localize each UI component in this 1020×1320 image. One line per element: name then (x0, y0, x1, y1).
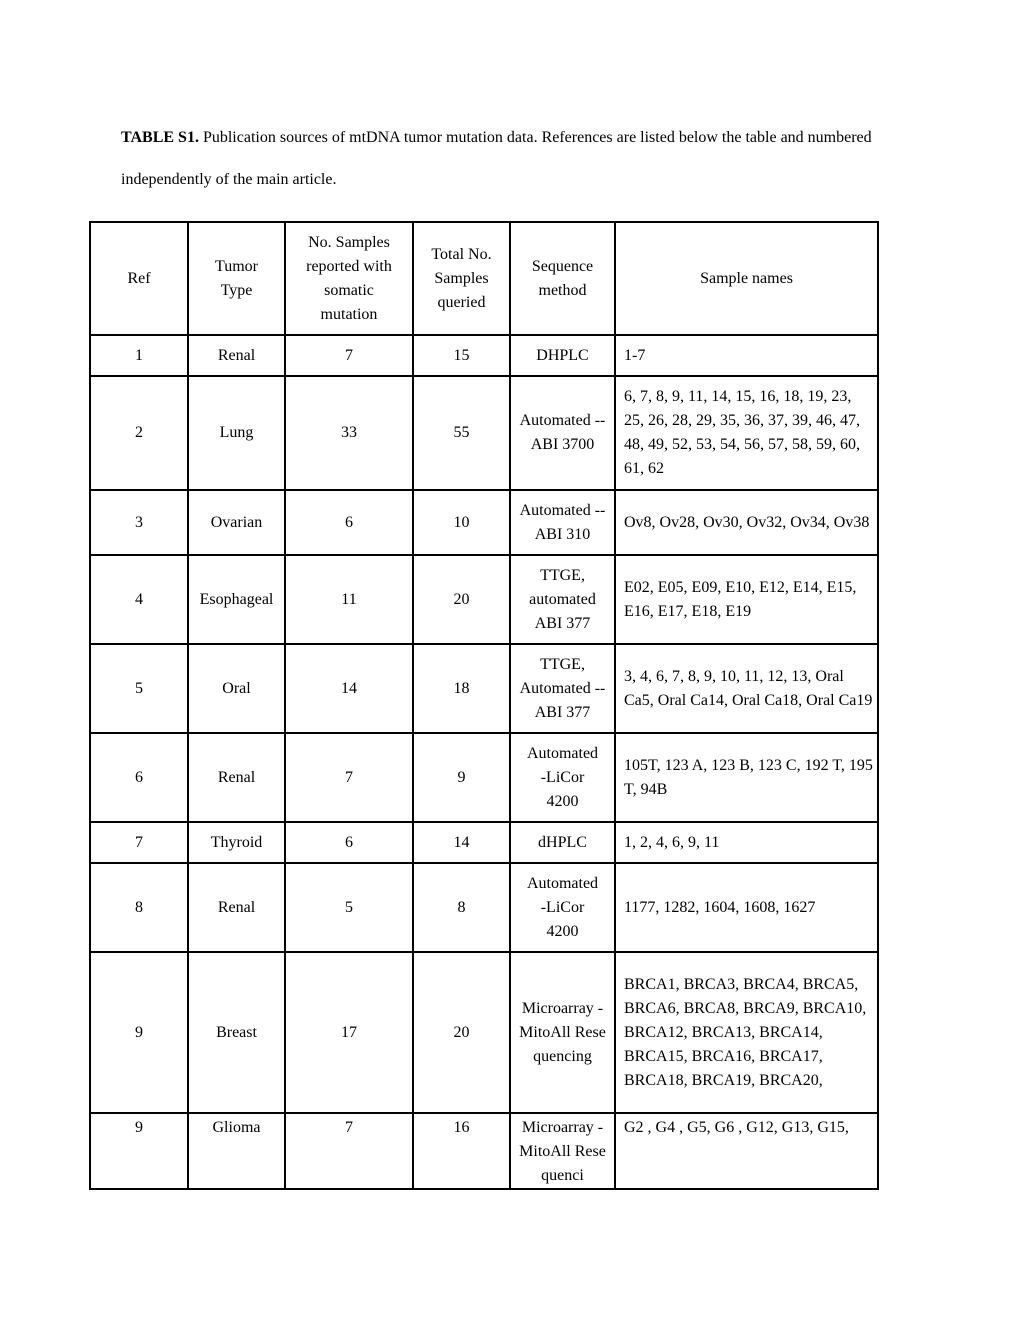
cell-tumor: Ovarian (188, 490, 285, 555)
cell-sample-names: 105T, 123 A, 123 B, 123 C, 192 T, 195 T, 94B (615, 733, 878, 822)
cell-method: TTGE, Automated --ABI 377 (510, 644, 615, 733)
table-row (90, 644, 878, 733)
cell-method: Microarray -MitoAll Resequenci (510, 1113, 615, 1189)
table-row (90, 733, 878, 822)
header-ref: Ref (90, 222, 188, 335)
cell-method: TTGE, automated ABI 377 (510, 555, 615, 644)
cell-sample-names: BRCA1, BRCA3, BRCA4, BRCA5, BRCA6, BRCA8, BRCA9, BRCA10, BRCA12, BRCA13, BRCA14, BRCA15, BRCA16, BRCA17, BRCA18, BRCA19, BRCA20, (615, 952, 878, 1113)
table-caption (121, 117, 901, 201)
header-total-samples: Total No. Samples queried (413, 222, 510, 335)
cell-mutated: 17 (285, 952, 413, 1113)
cell-ref: 1 (90, 335, 188, 376)
table-row (90, 376, 878, 490)
cell-total: 14 (413, 822, 510, 863)
cell-total: 10 (413, 490, 510, 555)
cell-tumor: Thyroid (188, 822, 285, 863)
cell-method: DHPLC (510, 335, 615, 376)
cell-tumor: Renal (188, 863, 285, 952)
table-row (90, 335, 878, 376)
header-sample-names: Sample names (615, 222, 878, 335)
cell-mutated: 6 (285, 490, 413, 555)
cell-total: 18 (413, 644, 510, 733)
cell-ref: 8 (90, 863, 188, 952)
cell-sample-names: 1177, 1282, 1604, 1608, 1627 (615, 863, 878, 952)
table-row (90, 490, 878, 555)
cell-sample-names: G2 , G4 , G5, G6 , G12, G13, G15, (615, 1113, 878, 1189)
cell-total: 20 (413, 555, 510, 644)
cell-sample-names: E02, E05, E09, E10, E12, E14, E15, E16, E17, E18, E19 (615, 555, 878, 644)
cell-total: 20 (413, 952, 510, 1113)
cell-sample-names: 1-7 (615, 335, 878, 376)
cell-ref: 5 (90, 644, 188, 733)
cell-ref: 6 (90, 733, 188, 822)
cell-ref: 3 (90, 490, 188, 555)
caption-text: Publication sources of mtDNA tumor mutation data. References are listed below the table and numbered independently of the main article. (121, 129, 872, 188)
header-tumor-type: Tumor Type (188, 222, 285, 335)
cell-mutated: 7 (285, 733, 413, 822)
cell-tumor: Oral (188, 644, 285, 733)
cell-ref: 2 (90, 376, 188, 490)
cell-tumor: Esophageal (188, 555, 285, 644)
cell-tumor: Lung (188, 376, 285, 490)
cell-mutated: 5 (285, 863, 413, 952)
cell-mutated: 6 (285, 822, 413, 863)
cell-tumor: Renal (188, 733, 285, 822)
cell-total: 8 (413, 863, 510, 952)
cell-method: Automated -LiCor 4200 (510, 733, 615, 822)
cell-mutated: 7 (285, 1113, 413, 1189)
cell-sample-names: 3, 4, 6, 7, 8, 9, 10, 11, 12, 13, Oral Ca5, Oral Ca14, Oral Ca18, Oral Ca19 (615, 644, 878, 733)
table-row (90, 555, 878, 644)
cell-tumor: Breast (188, 952, 285, 1113)
header-no-samples: No. Samples reported with somatic mutation (285, 222, 413, 335)
cell-sample-names: 6, 7, 8, 9, 11, 14, 15, 16, 18, 19, 23, 25, 26, 28, 29, 35, 36, 37, 39, 46, 47, 48, 49, 52, 53, 54, 56, 57, 58, 59, 60, 61, 62 (615, 376, 878, 490)
cell-tumor: Glioma (188, 1113, 285, 1189)
cell-tumor: Renal (188, 335, 285, 376)
cell-mutated: 33 (285, 376, 413, 490)
cell-ref: 7 (90, 822, 188, 863)
cell-ref: 9 (90, 952, 188, 1113)
cell-total: 55 (413, 376, 510, 490)
cell-mutated: 14 (285, 644, 413, 733)
table-row (90, 952, 878, 1113)
table-row (90, 863, 878, 952)
mutation-sources-table (89, 221, 879, 1190)
cell-ref: 9 (90, 1113, 188, 1189)
cell-ref: 4 (90, 555, 188, 644)
cell-method: Automated --ABI 310 (510, 490, 615, 555)
cell-method: Automated -LiCor 4200 (510, 863, 615, 952)
cell-sample-names: Ov8, Ov28, Ov30, Ov32, Ov34, Ov38 (615, 490, 878, 555)
cell-method: dHPLC (510, 822, 615, 863)
cell-total: 16 (413, 1113, 510, 1189)
table-row (90, 1113, 878, 1189)
cell-mutated: 11 (285, 555, 413, 644)
cell-total: 15 (413, 335, 510, 376)
table-row (90, 822, 878, 863)
cell-total: 9 (413, 733, 510, 822)
table-header-row (90, 222, 878, 335)
cell-sample-names: 1, 2, 4, 6, 9, 11 (615, 822, 878, 863)
cell-method: Microarray -MitoAll Resequencing (510, 952, 615, 1113)
header-sequence-method: Sequence method (510, 222, 615, 335)
cell-mutated: 7 (285, 335, 413, 376)
caption-label: TABLE S1. (121, 129, 199, 146)
cell-method: Automated --ABI 3700 (510, 376, 615, 490)
